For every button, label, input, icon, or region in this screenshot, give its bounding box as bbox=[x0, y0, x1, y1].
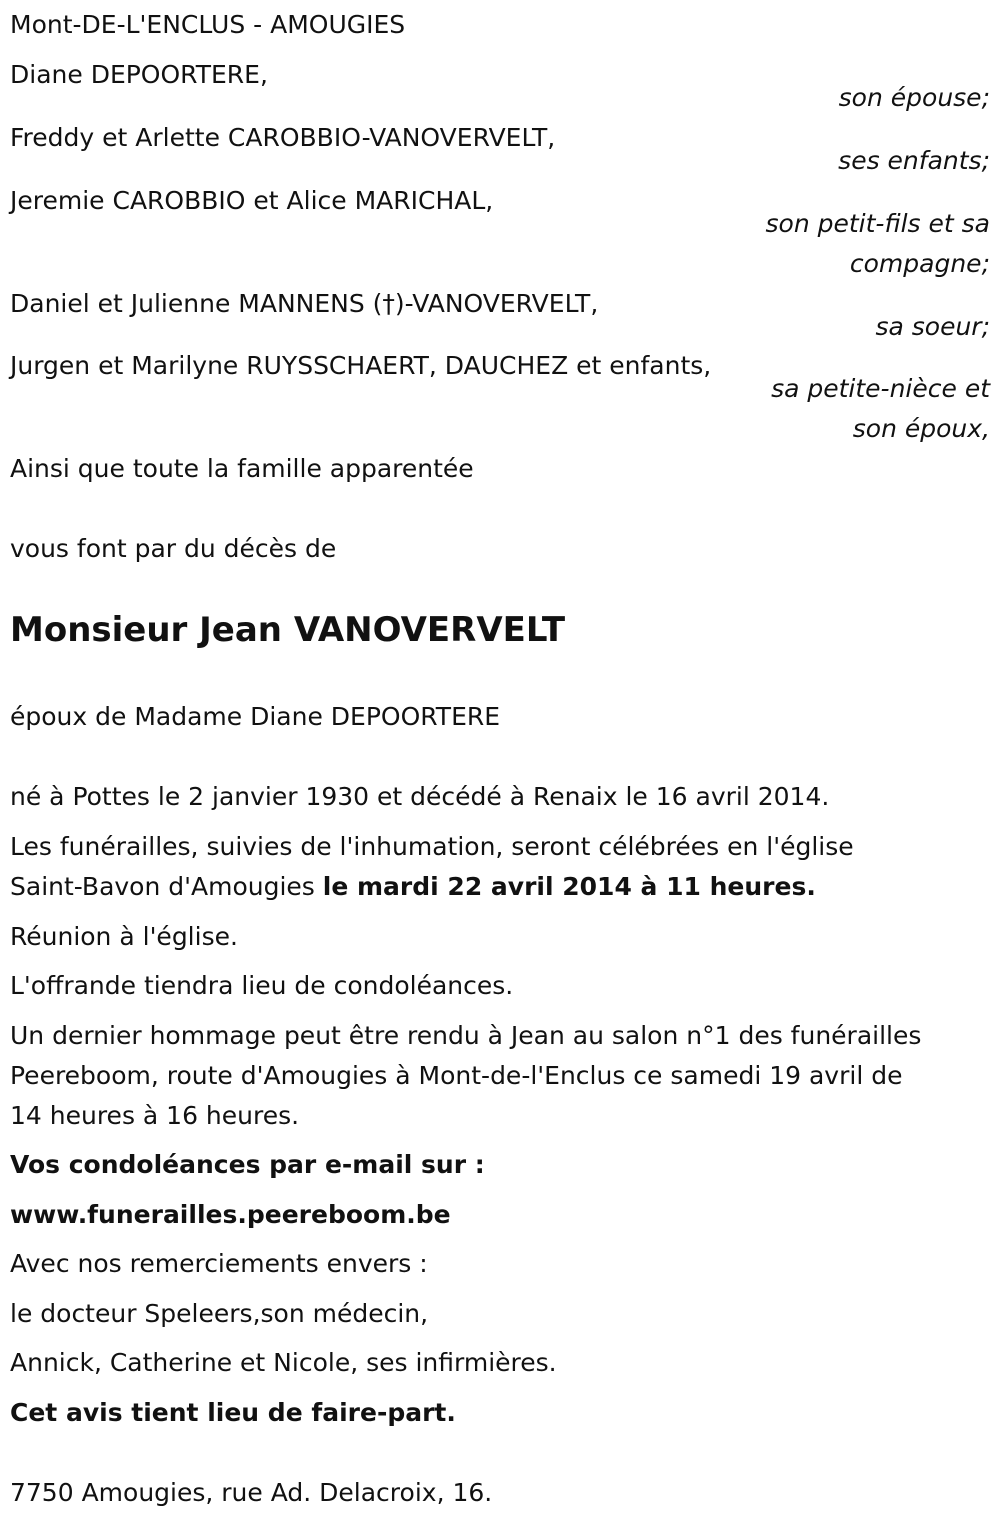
family-extra: Ainsi que toute la famille apparentée bbox=[10, 454, 474, 483]
family-relation-sister: sa soeur; bbox=[875, 312, 990, 341]
deceased-name: Monsieur Jean VANOVERVELT bbox=[10, 610, 566, 650]
thanks-line-1: le docteur Speleers,son médecin, bbox=[10, 1299, 429, 1328]
family-relation-grandson-line1: son petit-fils et sa bbox=[765, 209, 990, 238]
meeting-line: Réunion à l'église. bbox=[10, 922, 238, 951]
family-relation-spouse: son épouse; bbox=[838, 83, 990, 112]
family-relation-niece-line2: son époux, bbox=[852, 414, 990, 443]
family-names-grandson: Jeremie CAROBBIO et Alice MARICHAL, bbox=[10, 186, 494, 215]
funeral-date: le mardi 22 avril 2014 à 11 heures. bbox=[322, 872, 816, 901]
birth-death-line: né à Pottes le 2 janvier 1930 et décédé à Renaix le 16 avril 2014. bbox=[10, 782, 830, 811]
website-link[interactable]: www.funerailles.peereboom.be bbox=[10, 1200, 451, 1229]
family-names-sister: Daniel et Julienne MANNENS (†)-VANOVERVELT, bbox=[10, 289, 599, 318]
funeral-line-1: Les funérailles, suivies de l'inhumation, seront célébrées en l'église bbox=[10, 832, 854, 861]
family-names-niece: Jurgen et Marilyne RUYSSCHAERT, DAUCHEZ et enfants, bbox=[10, 351, 712, 380]
notice-line: Cet avis tient lieu de faire-part. bbox=[10, 1398, 456, 1427]
family-relation-grandson-line2: compagne; bbox=[849, 249, 990, 278]
family-names-children: Freddy et Arlette CAROBBIO-VANOVERVELT, bbox=[10, 123, 556, 152]
offering-line: L'offrande tiendra lieu de condoléances. bbox=[10, 971, 514, 1000]
family-names-spouse: Diane DEPOORTERE, bbox=[10, 60, 268, 89]
tribute-line-1: Un dernier hommage peut être rendu à Jean au salon n°1 des funérailles bbox=[10, 1021, 922, 1050]
announce-text: vous font par du décès de bbox=[10, 534, 337, 563]
thanks-line-2: Annick, Catherine et Nicole, ses infirmières. bbox=[10, 1348, 557, 1377]
tribute-line-2: Peereboom, route d'Amougies à Mont-de-l'Enclus ce samedi 19 avril de bbox=[10, 1061, 903, 1090]
address-line: 7750 Amougies, rue Ad. Delacroix, 16. bbox=[10, 1478, 493, 1507]
location-header: Mont-DE-L'ENCLUS - AMOUGIES bbox=[10, 10, 406, 39]
spouse-line: époux de Madame Diane DEPOORTERE bbox=[10, 702, 501, 731]
funeral-church: Saint-Bavon d'Amougies bbox=[10, 872, 323, 901]
funeral-line-2 bbox=[10, 867, 816, 907]
thanks-intro: Avec nos remerciements envers : bbox=[10, 1249, 428, 1278]
family-relation-children: ses enfants; bbox=[838, 146, 990, 175]
family-relation-niece-line1: sa petite-nièce et bbox=[771, 374, 990, 403]
tribute-line-3: 14 heures à 16 heures. bbox=[10, 1101, 300, 1130]
condolences-label: Vos condoléances par e-mail sur : bbox=[10, 1150, 485, 1179]
